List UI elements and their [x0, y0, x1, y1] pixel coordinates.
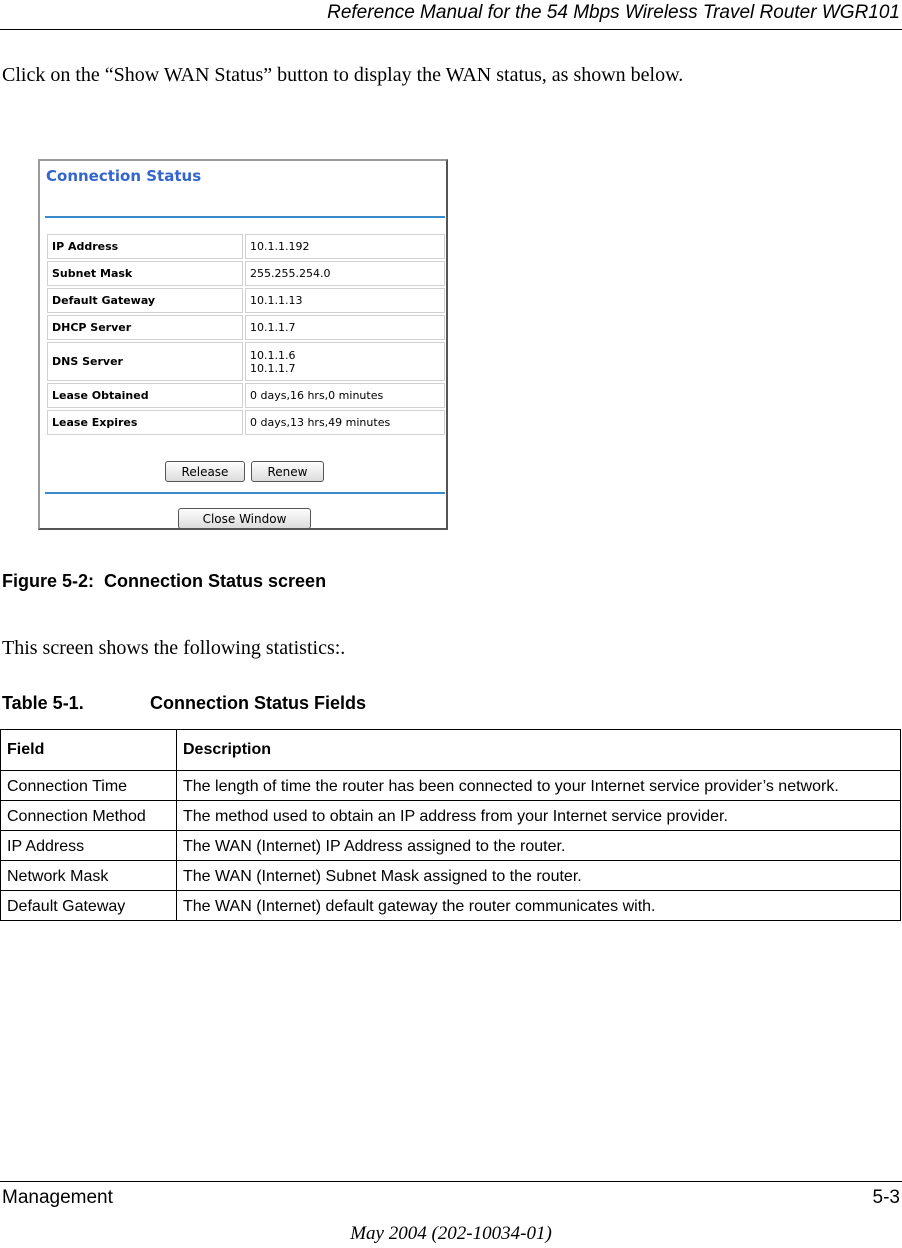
field-cell: IP Address	[1, 831, 177, 861]
field-cell: Connection Time	[1, 771, 177, 801]
release-button[interactable]: Release	[165, 461, 245, 482]
dns-secondary: 10.1.1.7	[250, 361, 296, 375]
close-window-button[interactable]: Close Window	[178, 508, 311, 529]
description-cell: The WAN (Internet) IP Address assigned to the router.	[177, 831, 901, 861]
status-row-lease-obtained	[47, 383, 445, 408]
footer-page-number: 5-3	[872, 1187, 900, 1208]
status-label: DHCP Server	[47, 315, 243, 340]
status-row-ip-address	[47, 234, 445, 259]
field-cell: Default Gateway	[1, 891, 177, 921]
status-row-subnet-mask	[47, 261, 445, 286]
description-cell: The WAN (Internet) default gateway the router communicates with.	[177, 891, 901, 921]
table-row	[1, 861, 901, 891]
status-value	[245, 342, 445, 381]
screenshot-title: Connection Status	[46, 167, 202, 185]
status-label: DNS Server	[47, 342, 243, 381]
status-row-dns-server	[47, 342, 445, 381]
table-title: Connection Status Fields	[150, 693, 367, 713]
status-value: 10.1.1.13	[245, 288, 445, 313]
field-cell: Connection Method	[1, 801, 177, 831]
dns-primary: 10.1.1.6	[250, 348, 296, 362]
intro-paragraph: Click on the “Show WAN Status” button to display the WAN status, as shown below.	[2, 64, 684, 86]
footer-rule	[0, 1181, 902, 1182]
description-cell: The WAN (Internet) Subnet Mask assigned to the router.	[177, 861, 901, 891]
description-cell: The method used to obtain an IP address from your Internet service provider.	[177, 801, 901, 831]
description-cell: The length of time the router has been connected to your Internet service provider’s network.	[177, 771, 901, 801]
status-value: 0 days,16 hrs,0 minutes	[245, 383, 445, 408]
figure-caption: Figure 5-2: Connection Status screen	[2, 571, 327, 591]
connection-status-screenshot	[38, 159, 448, 530]
table-row	[1, 771, 901, 801]
table-row	[1, 831, 901, 861]
screenshot-top-rule	[45, 216, 445, 218]
table-header-row	[1, 730, 901, 771]
footer-date: May 2004 (202-10034-01)	[350, 1223, 552, 1244]
status-value: 10.1.1.7	[245, 315, 445, 340]
screenshot-bottom-rule	[45, 492, 445, 494]
running-header-title: Reference Manual for the 54 Mbps Wireless Travel Router WGR101	[327, 2, 900, 23]
status-value: 0 days,13 hrs,49 minutes	[245, 410, 445, 435]
table-row	[1, 891, 901, 921]
status-row-lease-expires	[47, 410, 445, 435]
status-row-dhcp-server	[47, 315, 445, 340]
status-value: 10.1.1.192	[245, 234, 445, 259]
status-value: 255.255.254.0	[245, 261, 445, 286]
table-row	[1, 801, 901, 831]
connection-status-fields-table	[0, 729, 901, 921]
table-caption	[2, 693, 366, 714]
connection-status-table	[45, 232, 447, 437]
status-label: Subnet Mask	[47, 261, 243, 286]
status-label: Default Gateway	[47, 288, 243, 313]
status-label: Lease Expires	[47, 410, 243, 435]
header-rule	[0, 29, 902, 30]
status-label: IP Address	[47, 234, 243, 259]
statistics-intro: This screen shows the following statistics:.	[2, 637, 346, 659]
status-label: Lease Obtained	[47, 383, 243, 408]
table-number: Table 5-1.	[2, 693, 84, 713]
renew-button[interactable]: Renew	[251, 461, 324, 482]
status-row-default-gateway	[47, 288, 445, 313]
header-description: Description	[177, 730, 901, 771]
header-field: Field	[1, 730, 177, 771]
field-cell: Network Mask	[1, 861, 177, 891]
footer-section: Management	[2, 1187, 113, 1208]
